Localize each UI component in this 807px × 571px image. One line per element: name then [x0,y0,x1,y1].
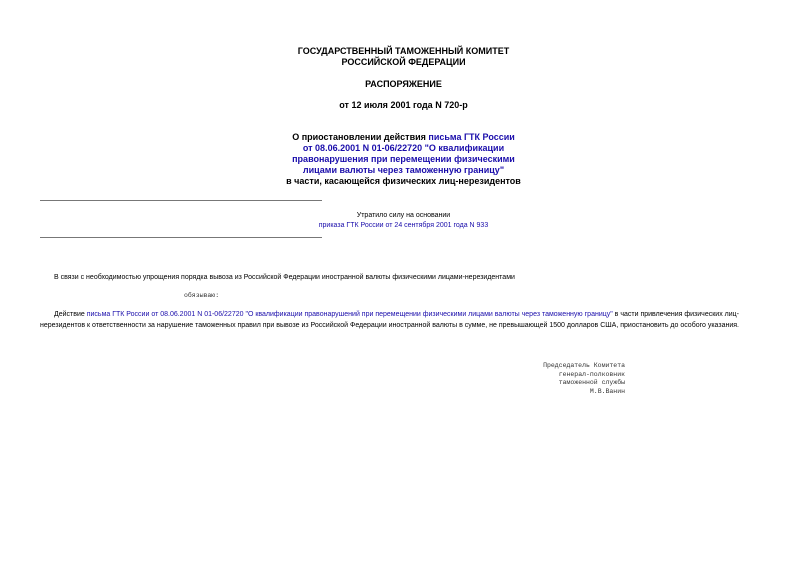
title-prefix: О приостановлении действия [292,132,429,142]
org-name-line2: РОССИЙСКОЙ ФЕДЕРАЦИИ [341,57,466,67]
doc-title-line3 [140,154,667,165]
doc-title-line4 [140,165,667,176]
status-note-line2 [200,221,607,231]
divider-top [40,200,322,201]
title-link-4[interactable]: лицами валюты через таможенную границу" [302,165,505,175]
para-link[interactable]: письма ГТК России от 08.06.2001 N 01-06/22720 "О квалификации правонарушений при перемещении физическими лицами валюты через таможенную границу" [86,311,613,318]
status-note-link[interactable]: приказа ГТК России от 24 сентября 2001 года N 933 [318,222,489,229]
main-paragraph-line2: нерезидентов к ответственности за нарушение таможенных правил при вывозе из Российской Федерации иностранной валюты в сумме, не превышающей 1500 долларов США, приостановить до особого указания. [40,322,739,329]
doc-title-line2 [140,143,667,154]
intro-paragraph: В связи с необходимостью упрощения порядка вывоза из Российской Федерации иностранной валюты физическими лицами-нерезидентами [54,274,515,281]
doc-type: РАСПОРЯЖЕНИЕ [365,79,442,89]
divider-bottom [40,237,322,238]
doc-title-suffix: в части, касающейся физических лиц-нерезидентов [286,176,521,186]
signature-line4: М.В.Ванин [589,387,625,395]
main-paragraph-line1 [54,309,776,320]
signature-line3: таможенной службы [558,379,625,386]
title-link-2[interactable]: от 08.06.2001 N 01-06/22720 "О квалификации [302,143,505,153]
title-link-1[interactable]: письма ГТК России [428,132,515,142]
signature-line2: генерал-полковник [558,370,625,378]
para-mid: в части привлечения физических лиц- [612,311,739,318]
org-name-line1: ГОСУДАРСТВЕННЫЙ ТАМОЖЕННЫЙ КОМИТЕТ [297,46,510,56]
doc-date-number: от 12 июля 2001 года N 720-р [339,100,468,110]
title-link-3[interactable]: правонарушения при перемещении физическими [292,154,515,164]
status-note-text: Утратило силу на основании [356,212,451,219]
signature-line1: Председатель Комитета [543,362,625,369]
para-prefix: Действие [54,311,87,318]
obligate-word: обязываю: [184,292,220,299]
doc-title-line1 [140,132,667,143]
